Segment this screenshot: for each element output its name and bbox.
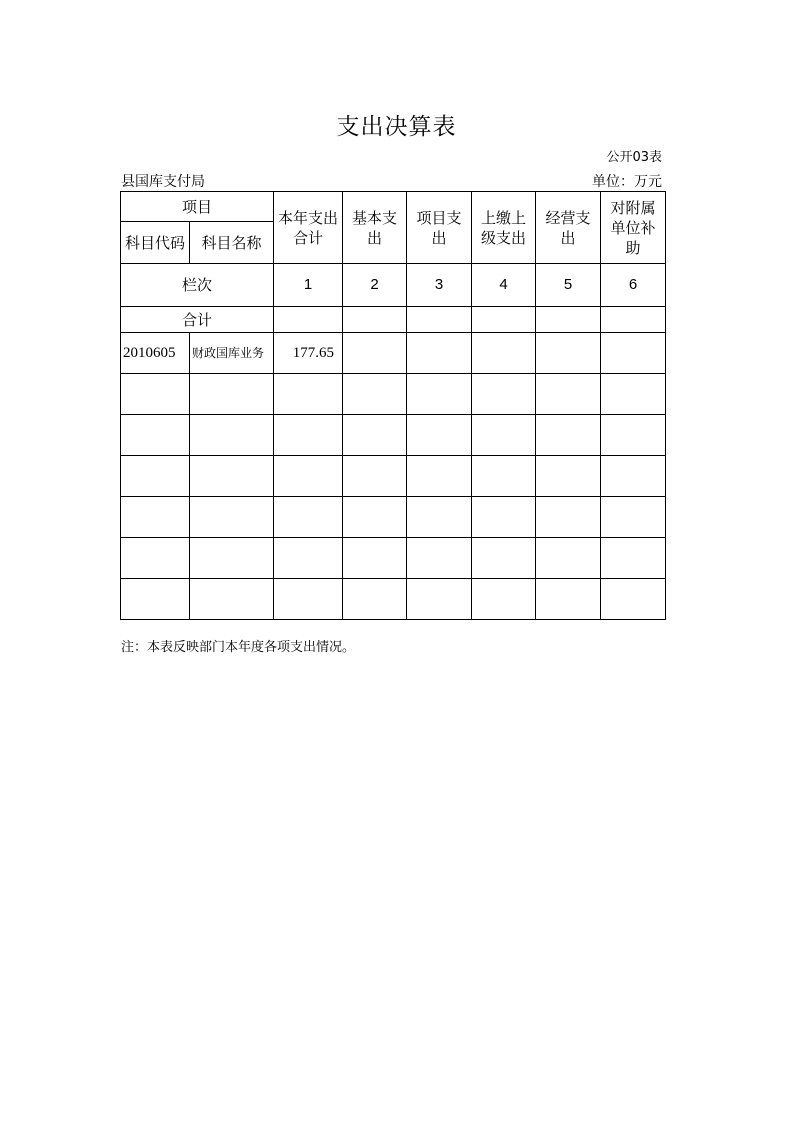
total-expenditure-value: 177.65 — [274, 333, 343, 374]
lanci-label: 栏次 — [121, 264, 274, 307]
header-total-expenditure: 本年支出合计 — [274, 192, 343, 264]
lanci-2: 2 — [343, 264, 407, 307]
table-cell — [601, 333, 666, 374]
page-title: 支出决算表 — [336, 114, 457, 140]
header-remit-superior: 上缴上级支出 — [472, 192, 536, 264]
total-cell — [472, 307, 536, 333]
header-basic-expenditure: 基本支出 — [343, 192, 407, 264]
total-cell — [536, 307, 601, 333]
table-row — [121, 497, 666, 538]
header-subject-name: 科目名称 — [190, 222, 274, 264]
subject-name: 财政国库业务 — [190, 333, 274, 374]
table-row — [121, 374, 666, 415]
organization-name: 县国库支付局 — [121, 174, 205, 190]
subject-code: 2010605 — [121, 333, 190, 374]
total-cell — [601, 307, 666, 333]
lanci-4: 4 — [472, 264, 536, 307]
total-cell — [407, 307, 472, 333]
header-subsidy-affiliated: 对附属单位补助 — [601, 192, 666, 264]
total-cell — [343, 307, 407, 333]
table-cell — [536, 333, 601, 374]
table-row — [121, 538, 666, 579]
total-label: 合计 — [121, 307, 274, 333]
table-row — [121, 333, 666, 374]
table-row — [121, 579, 666, 620]
unit-label: 单位：万元 — [592, 174, 662, 190]
table-row — [121, 415, 666, 456]
header-operating-expenditure: 经营支出 — [536, 192, 601, 264]
footnote: 注：本表反映部门本年度各项支出情况。 — [121, 640, 356, 655]
total-cell — [274, 307, 343, 333]
expenditure-table — [120, 191, 666, 620]
lanci-6: 6 — [601, 264, 666, 307]
lanci-5: 5 — [536, 264, 601, 307]
header-project-expenditure: 项目支出 — [407, 192, 472, 264]
form-number: 公开03表 — [606, 150, 662, 165]
table-row — [121, 456, 666, 497]
header-item: 项目 — [121, 192, 274, 222]
header-subject-code: 科目代码 — [121, 222, 190, 264]
table-cell — [343, 333, 407, 374]
lanci-1: 1 — [274, 264, 343, 307]
table-cell — [407, 333, 472, 374]
table-cell — [472, 333, 536, 374]
lanci-3: 3 — [407, 264, 472, 307]
